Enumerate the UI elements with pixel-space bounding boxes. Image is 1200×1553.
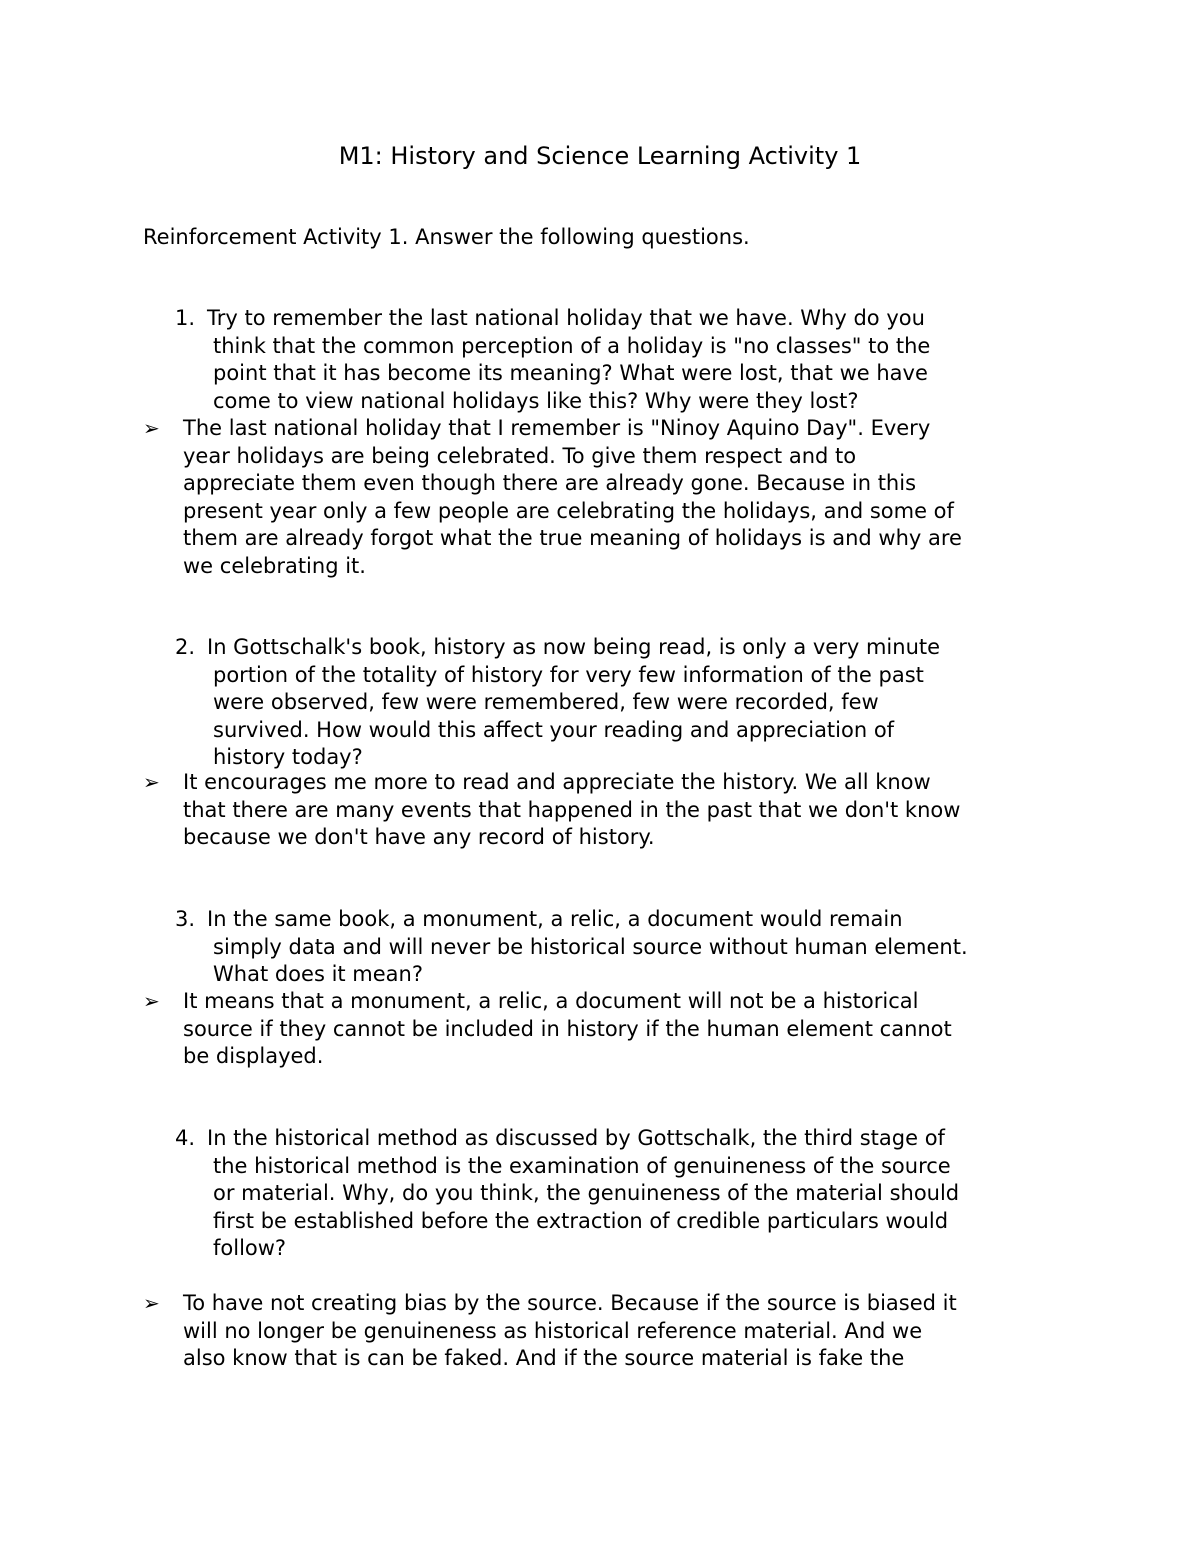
question-line: think that the common perception of a holiday is "no classes" to the — [213, 333, 931, 358]
answer-3 — [143, 988, 1083, 1071]
question-line: survived. How would this affect your reading and appreciation of — [213, 717, 895, 742]
answer-line: because we don't have any record of history. — [183, 825, 655, 849]
question-line: follow? — [213, 1236, 287, 1260]
question-line: or material. Why, do you think, the genuineness of the material should — [213, 1181, 960, 1205]
question-line: What does it mean? — [213, 962, 424, 986]
question-line: simply data and will never be historical source without human element. — [213, 934, 968, 959]
question-line: portion of the totality of history for very few information of the past — [213, 662, 924, 687]
answer-1 — [143, 415, 1083, 580]
arrow-bullet-icon: ➢ — [143, 770, 160, 794]
question-number: 4. — [175, 1126, 196, 1150]
answer-line: It means that a monument, a relic, a document will not be a historical — [183, 989, 919, 1013]
instructions: Reinforcement Activity 1. Answer the following questions. — [143, 225, 750, 249]
question-line: Try to remember the last national holiday that we have. Why do you — [207, 306, 925, 330]
answer-line: To have not creating bias by the source. Because if the source is biased it — [183, 1291, 957, 1315]
answer-line: be displayed. — [183, 1044, 324, 1068]
question-line: history today? — [213, 745, 363, 769]
answer-line: present year only a few people are celebrating the holidays, and some of — [183, 498, 954, 523]
question-2 — [175, 634, 1065, 772]
question-4 — [175, 1125, 1065, 1263]
question-line: In Gottschalk's book, history as now being read, is only a very minute — [207, 635, 941, 659]
question-line: In the same book, a monument, a relic, a document would remain — [207, 907, 903, 931]
answer-line: It encourages me more to read and appreciate the history. We all know — [183, 770, 931, 794]
answer-line: also know that is can be faked. And if the source material is fake the — [183, 1346, 905, 1370]
arrow-bullet-icon: ➢ — [143, 1291, 160, 1315]
question-3 — [175, 906, 1065, 989]
question-number: 1. — [175, 306, 196, 330]
answer-line: will no longer be genuineness as historical reference material. And we — [183, 1318, 923, 1343]
question-line: first be established before the extraction of credible particulars would — [213, 1208, 949, 1233]
answer-4 — [143, 1290, 1083, 1373]
answer-line: we celebrating it. — [183, 553, 366, 578]
question-line: the historical method is the examination of genuineness of the source — [213, 1153, 951, 1178]
question-line: were observed, few were remembered, few were recorded, few — [213, 690, 879, 714]
question-line: point that it has become its meaning? What were lost, that we have — [213, 361, 928, 385]
question-number: 3. — [175, 907, 196, 931]
answer-line: appreciate them even though there are already gone. Because in this — [183, 471, 917, 495]
question-1 — [175, 305, 1065, 415]
answer-line: The last national holiday that I remember is "Ninoy Aquino Day". Every — [183, 416, 931, 440]
arrow-bullet-icon: ➢ — [143, 416, 160, 440]
answer-line: year holidays are being celebrated. To give them respect and to — [183, 443, 857, 468]
answer-line: source if they cannot be included in history if the human element cannot — [183, 1016, 952, 1041]
answer-line: that there are many events that happened in the past that we don't know — [183, 797, 961, 822]
page-title: M1: History and Science Learning Activity 1 — [338, 142, 862, 170]
question-line: come to view national holidays like this? Why were they lost? — [213, 388, 859, 413]
arrow-bullet-icon: ➢ — [143, 989, 160, 1013]
question-number: 2. — [175, 635, 196, 659]
answer-line: them are already forgot what the true meaning of holidays is and why are — [183, 526, 962, 550]
question-line: In the historical method as discussed by Gottschalk, the third stage of — [207, 1126, 945, 1150]
answer-2 — [143, 769, 1083, 852]
